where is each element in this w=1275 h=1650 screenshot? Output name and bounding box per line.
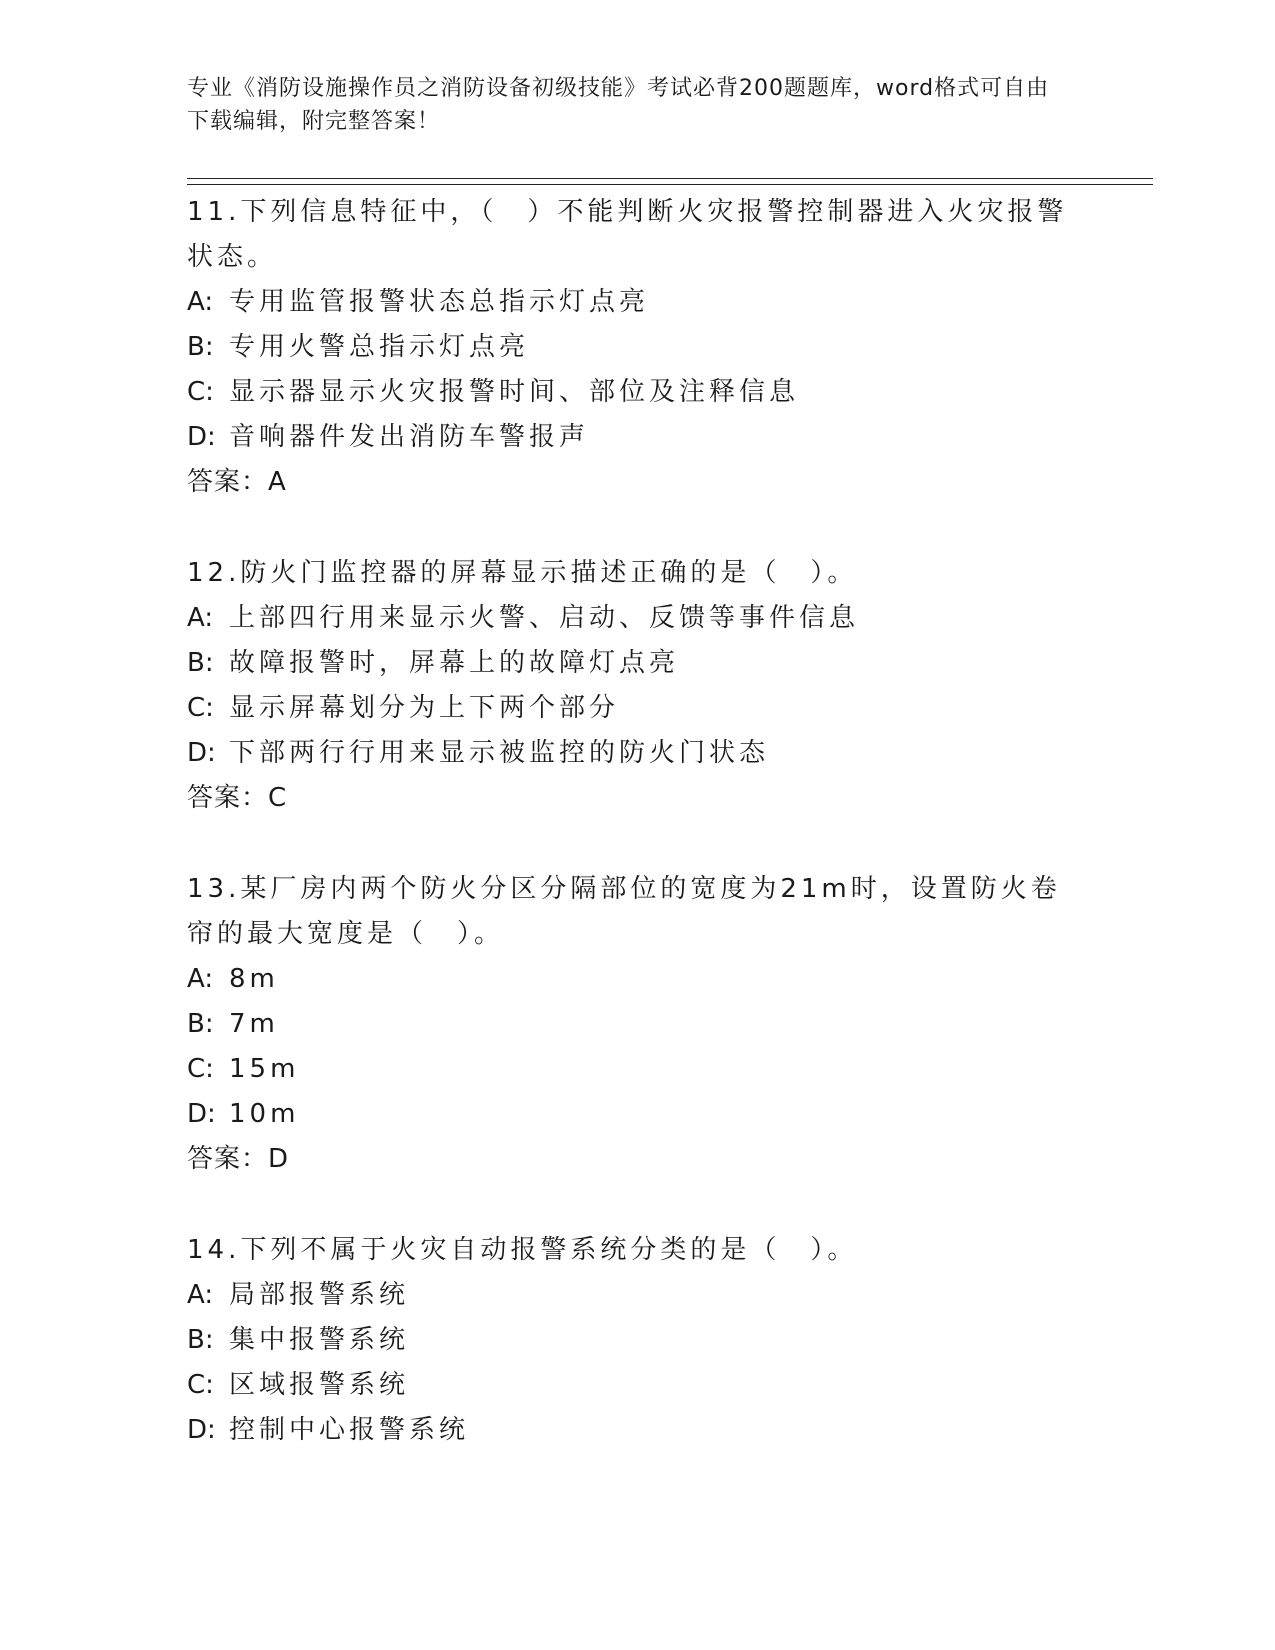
option-label: C: <box>187 693 214 723</box>
option-text: 显示器显示火灾报警时间、部位及注释信息 <box>229 377 800 407</box>
option-c <box>187 1363 1087 1408</box>
option-label: B: <box>187 1325 214 1355</box>
option-text: 区域报警系统 <box>229 1370 410 1400</box>
option-label: D: <box>187 1099 216 1129</box>
option-text: 控制中心报警系统 <box>229 1415 470 1445</box>
option-a <box>187 957 1087 1002</box>
option-d <box>187 415 1087 460</box>
option-label: A: <box>187 1280 214 1310</box>
option-text: 专用监管报警状态总指示灯点亮 <box>229 287 650 317</box>
option-text: 显示屏幕划分为上下两个部分 <box>229 693 620 723</box>
question-12 <box>187 551 1087 821</box>
question-text: 14.下列不属于火灾自动报警系统分类的是（ ）。 <box>187 1235 858 1265</box>
option-c <box>187 686 1087 731</box>
option-b <box>187 1002 1087 1047</box>
option-a <box>187 1273 1087 1318</box>
option-text: 15m <box>229 1054 300 1084</box>
option-b <box>187 325 1087 370</box>
option-text: 8m <box>229 964 279 994</box>
option-label: D: <box>187 422 216 452</box>
question-text: 13.某厂房内两个防火分区分隔部位的宽度为21m时，设置防火卷帘的最大宽度是（ ）。 <box>187 874 1061 949</box>
answer-line: 答案：C <box>187 783 288 813</box>
option-text: 专用火警总指示灯点亮 <box>229 332 530 362</box>
option-a <box>187 280 1087 325</box>
option-label: C: <box>187 377 214 407</box>
option-label: D: <box>187 1415 216 1445</box>
question-13 <box>187 867 1087 1182</box>
option-text: 7m <box>229 1009 279 1039</box>
option-label: A: <box>187 603 214 633</box>
document-header: 专业《消防设施操作员之消防设备初级技能》考试必背200题题库，word格式可自由下载编辑，附完整答案！ <box>187 76 1050 134</box>
header-divider-top <box>187 178 1153 179</box>
option-text: 上部四行用来显示火警、启动、反馈等事件信息 <box>229 603 860 633</box>
option-label: C: <box>187 1054 214 1084</box>
option-label: A: <box>187 964 214 994</box>
question-list <box>187 190 1087 1499</box>
option-text: 故障报警时，屏幕上的故障灯点亮 <box>229 648 680 678</box>
question-11 <box>187 190 1087 505</box>
option-text: 10m <box>229 1099 300 1129</box>
option-c <box>187 1047 1087 1092</box>
option-label: D: <box>187 738 216 768</box>
option-label: C: <box>187 1370 214 1400</box>
answer-line: 答案：D <box>187 1144 290 1174</box>
option-d <box>187 1408 1087 1453</box>
option-text: 局部报警系统 <box>229 1280 410 1310</box>
option-label: B: <box>187 648 214 678</box>
option-a <box>187 596 1087 641</box>
header-divider-bottom <box>187 184 1153 185</box>
question-text: 11.下列信息特征中，（ ）不能判断火灾报警控制器进入火灾报警状态。 <box>187 197 1068 272</box>
option-d <box>187 731 1087 776</box>
option-label: A: <box>187 287 214 317</box>
option-b <box>187 641 1087 686</box>
option-b <box>187 1318 1087 1363</box>
question-14 <box>187 1228 1087 1453</box>
option-c <box>187 370 1087 415</box>
option-label: B: <box>187 1009 214 1039</box>
option-d <box>187 1092 1087 1137</box>
option-text: 下部两行行用来显示被监控的防火门状态 <box>229 738 770 768</box>
option-text: 音响器件发出消防车警报声 <box>229 422 590 452</box>
answer-line: 答案：A <box>187 467 287 497</box>
option-label: B: <box>187 332 214 362</box>
question-text: 12.防火门监控器的屏幕显示描述正确的是（ ）。 <box>187 558 858 588</box>
option-text: 集中报警系统 <box>229 1325 410 1355</box>
